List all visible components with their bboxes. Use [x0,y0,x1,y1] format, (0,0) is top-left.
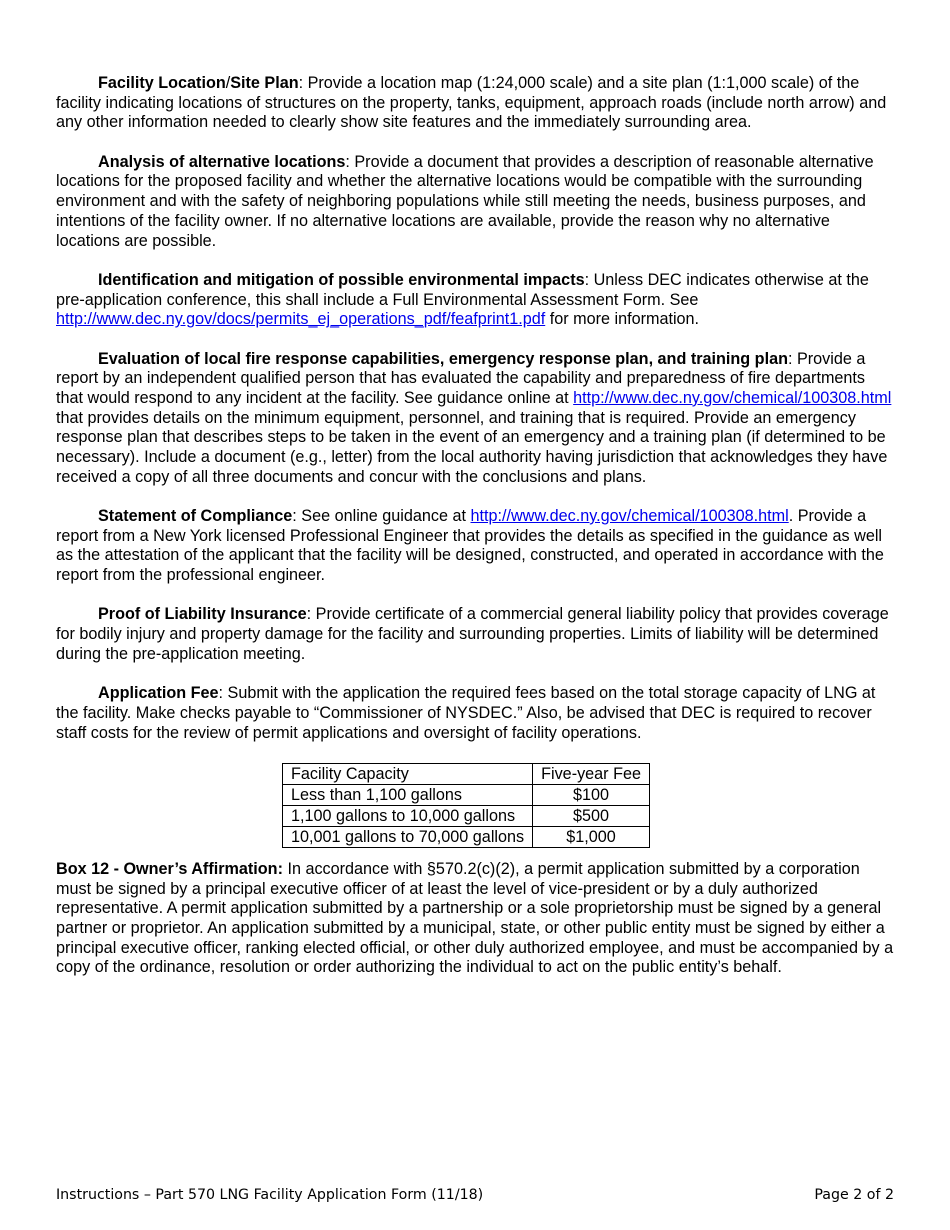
fee-heading: Application Fee [98,684,219,703]
footer-form-title: Instructions – Part 570 LNG Facility Application Form (11/18) [56,1187,484,1203]
environmental-body: : Unless DEC indicates otherwise at the pre-application conference, this shall include a Full Environmental Assessment Form. See [56,270,869,309]
table-row [283,805,650,826]
capacity-column-header: Facility Capacity [283,763,533,784]
table-row [283,784,650,805]
fire-response-paragraph [56,350,894,488]
compliance-body: : See online guidance at [292,507,471,526]
environmental-heading: Identification and mitigation of possible environmental impacts [98,270,585,289]
site-plan-paragraph [56,74,894,133]
fire-response-body: : Provide a report by an independent qualified person that has evaluated the capability and preparedness of fire departments that would respond to any incident at the facility. See guidance online at [56,349,866,407]
site-plan-heading-a: Facility Location [98,74,226,92]
fee-cell: $100 [533,784,650,805]
fire-response-after: that provides details on the minimum equipment, personnel, and training that is required. Provide an emergency response plan that describes steps to be taken in the event of an emergency and a training plan (if determined to be necessary). Include a document (e.g., letter) from the local authority having jurisdiction that acknowledges they have received a copy of all three documents and concur with the conclusions and plans. [56,408,888,486]
compliance-guidance-link[interactable]: http://www.dec.ny.gov/chemical/100308.html [470,507,789,526]
insurance-body: : Provide certificate of a commercial general liability policy that provides coverage for bodily injury and property damage for the facility and surrounding properties. Limits of liability will be determined during the pre-application meeting. [56,605,889,663]
fire-guidance-link[interactable]: http://www.dec.ny.gov/chemical/100308.html [573,388,892,407]
alternatives-paragraph [56,153,894,252]
fee-paragraph [56,684,894,743]
site-plan-heading-b: Site Plan [230,74,299,92]
affirmation-paragraph [56,860,894,978]
table-row [283,826,650,847]
alternatives-heading: Analysis of alternative locations [98,152,346,171]
affirmation-heading: Box 12 - Owner’s Affirmation: [56,859,283,878]
alternatives-body: : Provide a document that provides a description of reasonable alternative locations for the proposed facility and whether the alternative locations would be compatible with the surrounding environment and with the safety of neighboring populations while still meeting the needs, business purposes, and intentions of the facility owner. If no alternative locations are available, provide the reason why no alternative locations are possible. [56,152,874,250]
page-number: Page 2 of 2 [814,1187,894,1203]
capacity-cell: 1,100 gallons to 10,000 gallons [283,805,533,826]
capacity-cell: 10,001 gallons to 70,000 gallons [283,826,533,847]
fee-cell: $1,000 [533,826,650,847]
capacity-cell: Less than 1,100 gallons [283,784,533,805]
compliance-heading: Statement of Compliance [98,507,293,526]
document-page [56,74,894,998]
compliance-paragraph [56,507,894,586]
page-footer [56,1187,894,1203]
insurance-heading: Proof of Liability Insurance [98,605,307,624]
fee-table-header-row [283,763,650,784]
affirmation-body: In accordance with §570.2(c)(2), a permit application submitted by a corporation must be signed by a principal executive officer of at least the level of vice-president or by a duly authorized representative. A permit application submitted by a partnership or a sole proprietorship must be signed by a general partner or proprietor. An application submitted by a municipal, state, or other public entity must be signed by either a principal executive officer, ranking elected official, or other duly authorized employee, and must be accompanied by a copy of the ordinance, resolution or order authorizing the individual to act on the public entity’s behalf. [56,859,894,977]
fee-cell: $500 [533,805,650,826]
compliance-after: . Provide a report from a New York licensed Professional Engineer that provides the details as specified in the guidance as well as the attestation of the applicant that the facility will be designed, constructed, and operated in accordance with the report from the professional engineer. [56,507,884,585]
environmental-after: for more information. [545,310,700,329]
fee-body: : Submit with the application the required fees based on the total storage capacity of LNG at the facility. Make checks payable to “Commissioner of NYSDEC.” Also, be advised that DEC is required to recover staff costs for the review of permit applications and oversight of facility operations. [56,684,876,742]
environmental-paragraph [56,271,894,330]
fee-column-header: Five-year Fee [533,763,650,784]
fire-response-heading: Evaluation of local fire response capabilities, emergency response plan, and training plan [98,349,788,368]
site-plan-slash: / [225,74,231,92]
insurance-paragraph [56,605,894,664]
fee-table [282,763,650,848]
feaf-link[interactable]: http://www.dec.ny.gov/docs/permits_ej_operations_pdf/feafprint1.pdf [56,310,546,329]
site-plan-body: : Provide a location map (1:24,000 scale) and a site plan (1:1,000 scale) of the facility indicating locations of structures on the property, tanks, equipment, approach roads (include north arrow) and any other information needed to clearly show site features and the immediately surrounding area. [56,74,887,132]
